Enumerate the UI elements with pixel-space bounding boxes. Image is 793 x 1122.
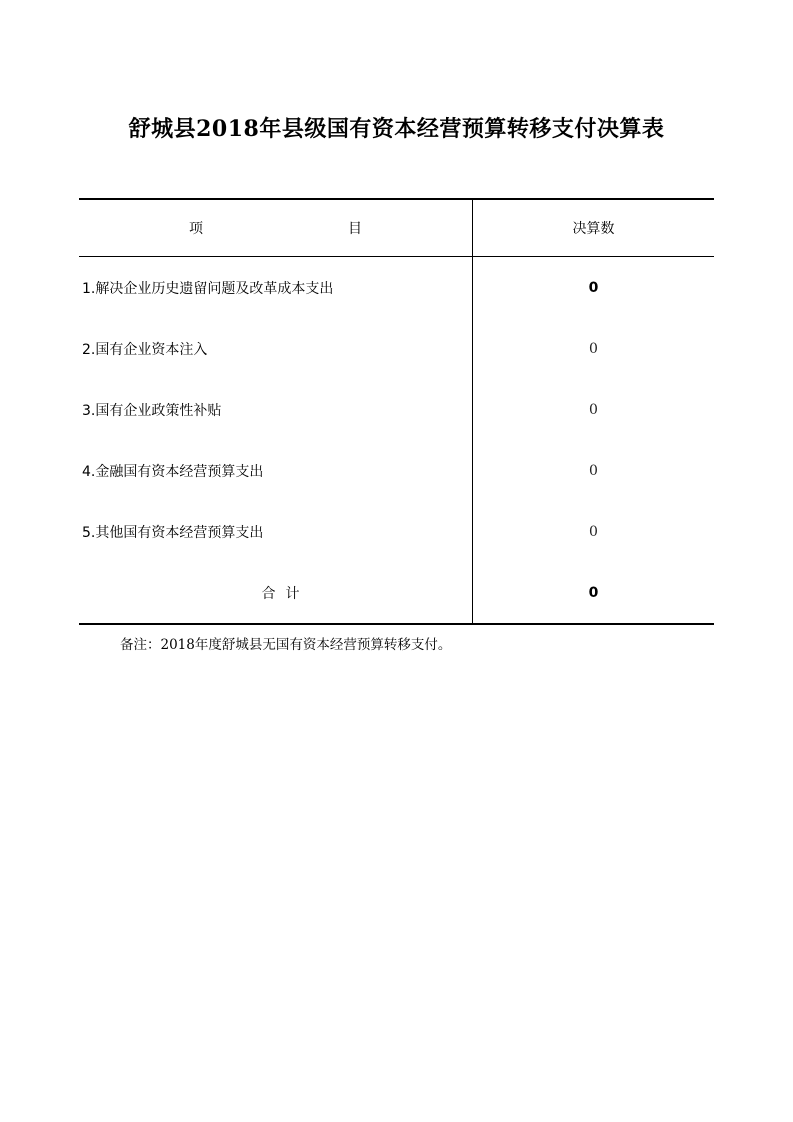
footnote: 备注：2018年度舒城县无国有资本经营预算转移支付。 [120, 637, 452, 653]
row-value: 0 [589, 523, 598, 540]
row-value: 0 [589, 401, 598, 418]
row-label: 4.金融国有资本经营预算支出 [79, 440, 473, 501]
table-row [79, 440, 714, 501]
row-value: 0 [588, 279, 599, 296]
row-label: 1.解决企业历史遗留问题及改革成本支出 [79, 257, 473, 318]
total-label: 合计 [79, 562, 473, 623]
row-label: 2.国有企业资本注入 [79, 318, 473, 379]
header-item-left: 项 [189, 221, 203, 237]
total-value: 0 [588, 584, 599, 601]
header-item-cell [79, 200, 473, 256]
row-label: 5.其他国有资本经营预算支出 [79, 501, 473, 562]
table-total-row [79, 562, 714, 623]
table-row [79, 379, 714, 440]
page-title: 舒城县2018年县级国有资本经营预算转移支付决算表 [128, 116, 665, 142]
row-value: 0 [589, 462, 598, 479]
table-row [79, 257, 714, 318]
table-header-row [79, 200, 714, 257]
table-row [79, 318, 714, 379]
table-row [79, 501, 714, 562]
row-value: 0 [589, 340, 598, 357]
row-label: 3.国有企业政策性补贴 [79, 379, 473, 440]
header-item-right: 目 [348, 221, 362, 237]
budget-table [79, 198, 714, 625]
header-value-cell: 决算数 [572, 221, 615, 237]
